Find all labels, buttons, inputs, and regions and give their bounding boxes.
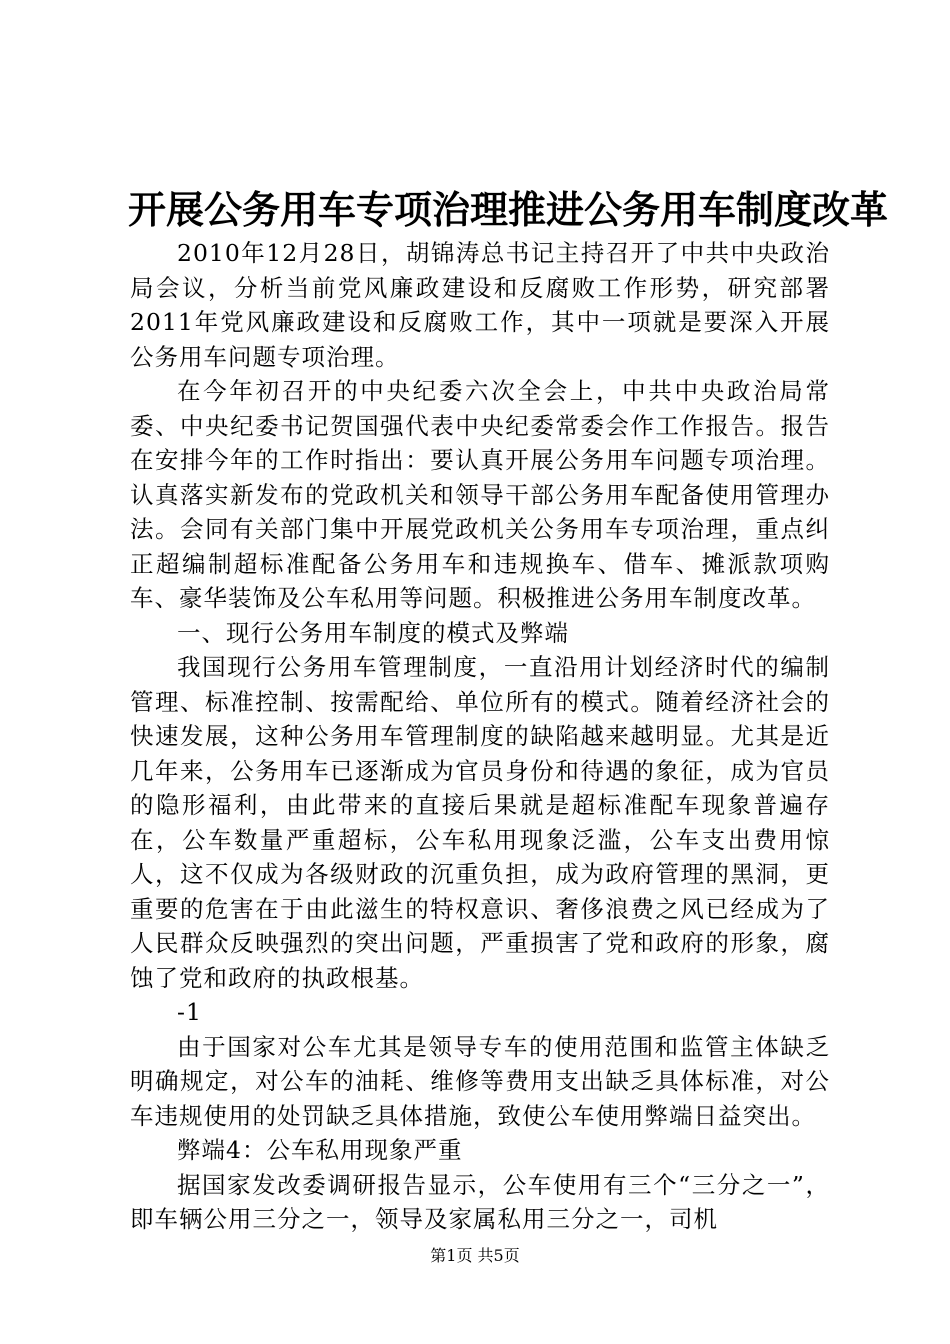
paragraph: 据国家发改委调研报告显示，公车使用有三个“三分之一”，即车辆公用三分之一，领导及家属私用三分之一，司机	[130, 1170, 830, 1233]
section-heading: 弊端4：公车私用现象严重	[177, 1136, 463, 1164]
page-footer: 第1页 共5页	[430, 1246, 520, 1265]
paragraph: 由于国家对公车尤其是领导专车的使用范围和监管主体缺乏明确规定，对公车的油耗、维修等费用支出缺乏具体标准，对公车违规使用的处罚缺乏具体措施，致使公车使用弊端日益突出。	[130, 1032, 830, 1130]
document-body	[130, 236, 830, 1237]
paragraph: 我国现行公务用车管理制度，一直沿用计划经济时代的编制管理、标准控制、按需配给、单位所有的模式。随着经济社会的快速发展，这种公务用车管理制度的缺陷越来越明显。尤其是近几年来，公务用车已逐渐成为官员身份和待遇的象征，成为官员的隐形福利，由此带来的直接后果就是超标准配车现象普遍存在，公车数量严重超标，公车私用现象泛滥，公车支出费用惊人，这不仅成为各级财政的沉重负担，成为政府管理的黑洞，更重要的危害在于由此滋生的特权意识、奢侈浪费之风已经成为了人民群众反映强烈的突出问题，严重损害了党和政府的形象，腐蚀了党和政府的执政根基。	[130, 653, 830, 992]
paragraph: 2010年12月28日，胡锦涛总书记主持召开了中共中央政治局会议，分析当前党风廉政建设和反腐败工作形势，研究部署2011年党风廉政建设和反腐败工作，其中一项就是要深入开展公务用车问题专项治理。	[130, 239, 830, 371]
paragraph: 在今年初召开的中央纪委六次全会上，中共中央政治局常委、中央纪委书记贺国强代表中央纪委常委会作工作报告。报告在安排今年的工作时指出：要认真开展公务用车问题专项治理。认真落实新发布的党政机关和领导干部公务用车配备使用管理办法。会同有关部门集中开展党政机关公务用车专项治理，重点纠正超编制超标准配备公务用车和违规换车、借车、摊派款项购车、豪华装饰及公车私用等问题。积极推进公务用车制度改革。	[130, 377, 830, 612]
section-heading: 一、现行公务用车制度的模式及弊端	[177, 618, 569, 647]
document-title: 开展公务用车专项治理推进公务用车制度改革	[128, 188, 889, 232]
page-marker: -1	[177, 998, 202, 1026]
